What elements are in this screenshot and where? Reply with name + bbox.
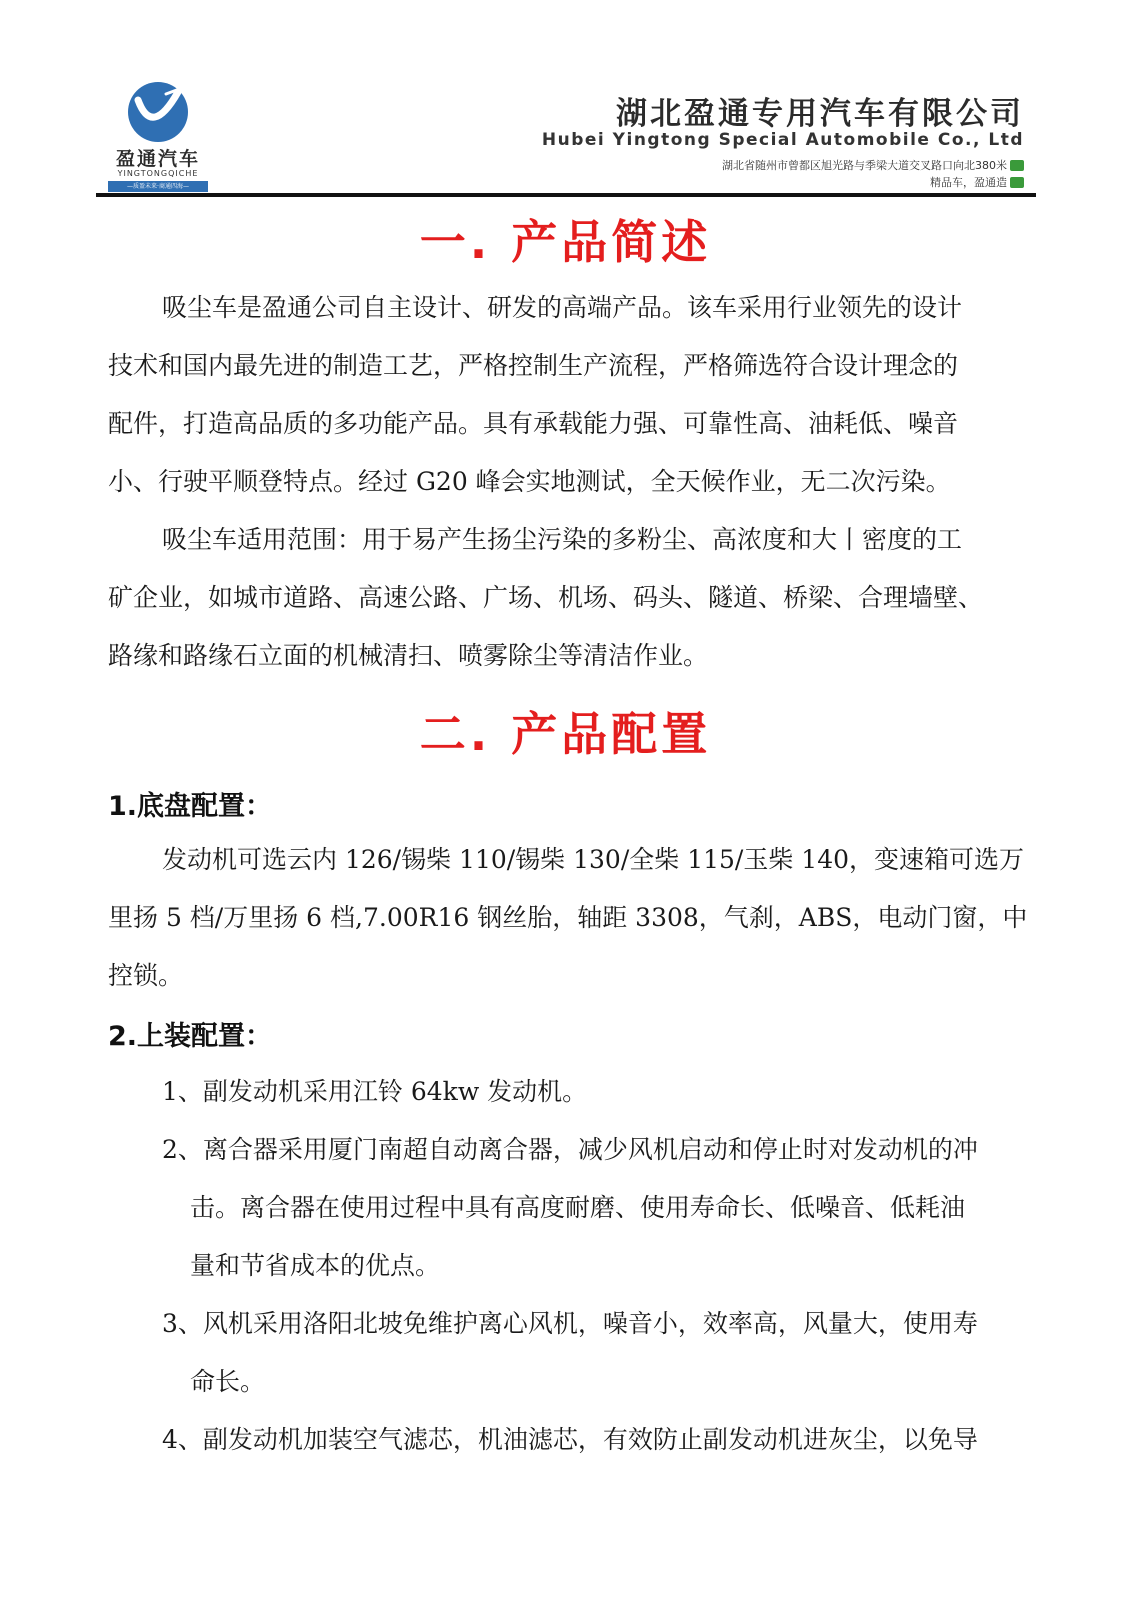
- paragraph-line: 发动机可选云内 126/锡柴 110/锡柴 130/全柴 115/玉柴 140，变速箱可选万: [162, 845, 1025, 874]
- address-text: 湖北省随州市曾都区旭光路与季梁大道交叉路口向北380米: [722, 159, 1007, 172]
- paragraph-line: 矿企业，如城市道路、高速公路、广场、机场、码头、隧道、桥梁、合理墙壁、: [108, 583, 984, 612]
- paragraph-line: 小、行驶平顺登特点。经过 G20 峰会实地测试，全天候作业，无二次污染。: [108, 467, 951, 496]
- paragraph-line: 路缘和路缘石立面的机械清扫、喷雾除尘等清洁作业。: [108, 641, 709, 670]
- logo-slogan: —质盈未来·商通四海—: [108, 181, 208, 192]
- address-tag-icon: [1010, 160, 1024, 171]
- company-name-en: Hubei Yingtong Special Automobile Co., Ltd: [541, 130, 1024, 150]
- list-item-continuation: 量和节省成本的优点。: [190, 1251, 441, 1280]
- company-logo: [104, 80, 212, 192]
- logo-swoosh-icon: [122, 80, 194, 144]
- section-title-overview: 一. 产品简述: [419, 215, 712, 269]
- motto-text: 精品车，盈通造: [930, 176, 1007, 189]
- paragraph-line: 控锁。: [108, 961, 184, 990]
- section-title-configuration: 二. 产品配置: [419, 707, 712, 761]
- logo-text-cn: 盈通汽车: [115, 148, 200, 170]
- list-item: 2、离合器采用厦门南超自动离合器，减少风机启动和停止时对发动机的冲: [162, 1135, 978, 1164]
- motto-tag-icon: [1010, 177, 1024, 188]
- paragraph-line: 吸尘车适用范围：用于易产生扬尘污染的多粉尘、高浓度和大丨密度的工: [162, 525, 963, 554]
- paragraph-line: 里扬 5 档/万里扬 6 档,7.00R16 钢丝胎，轴距 3308，气刹，ABS，电动门窗，中: [108, 903, 1028, 932]
- list-item-continuation: 命长。: [190, 1367, 266, 1396]
- company-address: [722, 157, 1024, 173]
- subsection-title-chassis: 1.底盘配置：: [108, 791, 273, 822]
- subsection-title-body: 2.上装配置：: [108, 1021, 273, 1052]
- paragraph-line: 技术和国内最先进的制造工艺，严格控制生产流程，严格筛选符合设计理念的: [108, 351, 959, 380]
- header-divider: [96, 193, 1036, 197]
- company-motto: [930, 174, 1024, 190]
- logo-text-en: YINGTONGQICHE: [117, 169, 199, 178]
- paragraph-line: 吸尘车是盈通公司自主设计、研发的高端产品。该车采用行业领先的设计: [162, 293, 963, 322]
- list-item-continuation: 击。离合器在使用过程中具有高度耐磨、使用寿命长、低噪音、低耗油: [190, 1193, 966, 1222]
- company-name-cn: 湖北盈通专用汽车有限公司: [616, 96, 1024, 132]
- list-item: 1、副发动机采用江铃 64kw 发动机。: [162, 1077, 588, 1106]
- list-item: 4、副发动机加装空气滤芯，机油滤芯，有效防止副发动机进灰尘，以免导: [162, 1425, 978, 1454]
- list-item: 3、风机采用洛阳北坡免维护离心风机，噪音小，效率高，风量大，使用寿: [162, 1309, 978, 1338]
- paragraph-line: 配件，打造高品质的多功能产品。具有承载能力强、可靠性高、油耗低、噪音: [108, 409, 959, 438]
